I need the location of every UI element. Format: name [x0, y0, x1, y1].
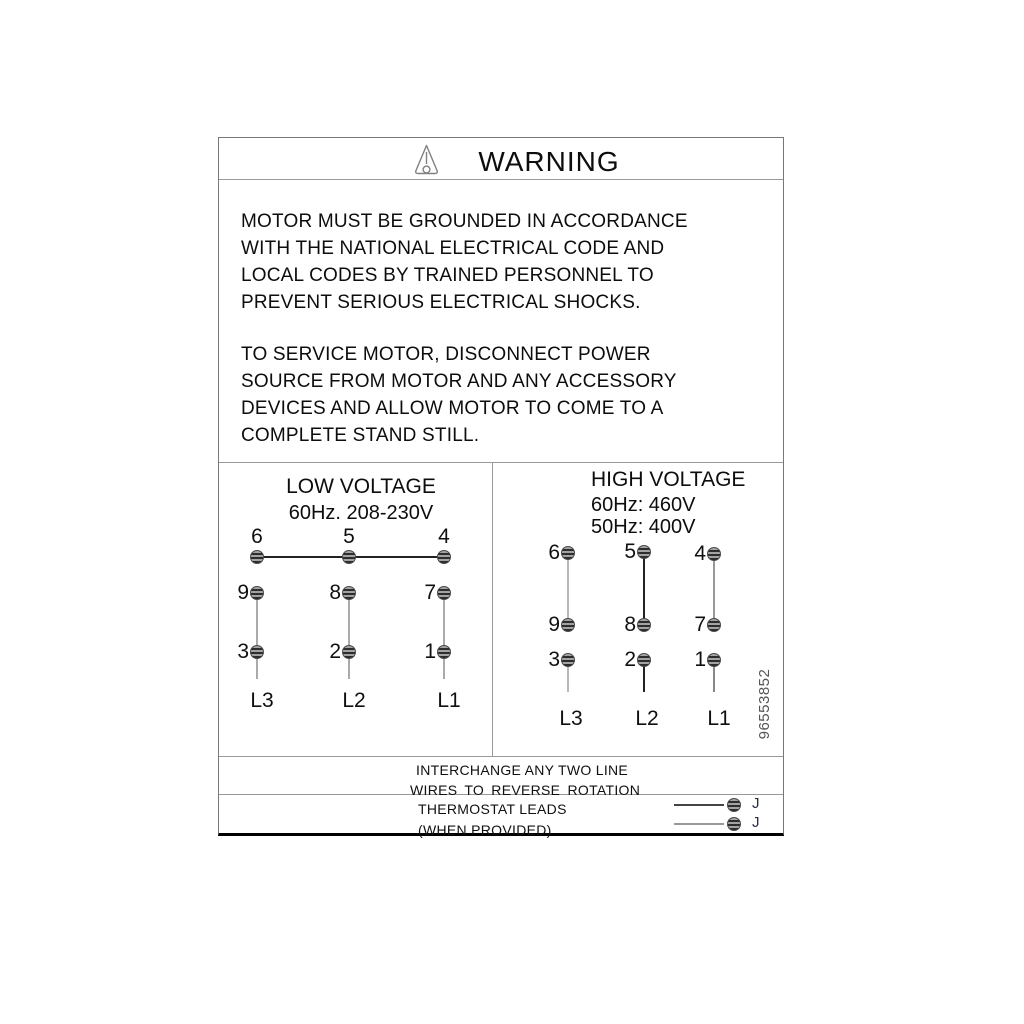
terminal-dot-icon	[342, 586, 356, 600]
warning-text-line: SOURCE FROM MOTOR AND ANY ACCESSORY	[241, 371, 677, 392]
terminal-dot-icon	[437, 550, 451, 564]
terminal-dot-icon	[561, 653, 575, 667]
warning-text-line: TO SERVICE MOTOR, DISCONNECT POWER	[241, 344, 651, 365]
terminal-dot-icon	[707, 547, 721, 561]
thermostat-lead-wire-2	[674, 823, 724, 825]
high-voltage-subtitle-60hz: 60Hz: 460V	[591, 494, 696, 516]
rotation-note-line-1: INTERCHANGE ANY TWO LINE	[416, 762, 629, 778]
lv-line-label-L2: L2	[342, 689, 366, 712]
warning-text-line: PREVENT SERIOUS ELECTRICAL SHOCKS.	[241, 292, 641, 313]
terminal-number: 9	[548, 613, 560, 636]
terminal-dot-icon	[727, 817, 741, 831]
hv-line-label-L3: L3	[559, 707, 583, 730]
warning-text-line: WITH THE NATIONAL ELECTRICAL CODE AND	[241, 238, 665, 259]
terminal-number: 6	[251, 525, 263, 548]
terminal-number: 4	[438, 525, 450, 548]
divider-line	[219, 462, 783, 463]
terminal-number: 1	[694, 648, 706, 671]
terminal-number: 8	[624, 613, 636, 636]
warning-text-line: DEVICES AND ALLOW MOTOR TO COME TO A	[241, 398, 664, 419]
hv-wire-5-8	[643, 553, 645, 625]
thermostat-note-line-1: THERMOSTAT LEADS	[418, 801, 567, 817]
terminal-number: 9	[237, 581, 249, 604]
terminal-dot-icon	[637, 618, 651, 632]
warning-text-line: COMPLETE STAND STILL.	[241, 425, 480, 446]
terminal-number: 3	[548, 648, 560, 671]
terminal-dot-icon	[250, 645, 264, 659]
terminal-number: 3	[237, 640, 249, 663]
terminal-dot-icon	[727, 798, 741, 812]
terminal-dot-icon	[561, 618, 575, 632]
terminal-number: 6	[548, 541, 560, 564]
lv-wire-7-1-L1	[443, 593, 445, 679]
high-voltage-subtitle-50hz: 50Hz: 400V	[591, 516, 696, 538]
warning-paragraph-2	[241, 341, 677, 449]
hv-wire-4-7	[713, 553, 715, 625]
warning-paragraph-1	[241, 208, 688, 316]
lv-line-label-L3: L3	[250, 689, 274, 712]
terminal-number: 7	[424, 581, 436, 604]
hv-line-label-L2: L2	[635, 707, 659, 730]
warning-text-line: MOTOR MUST BE GROUNDED IN ACCORDANCE	[241, 211, 688, 232]
terminal-number: 7	[694, 613, 706, 636]
thermostat-lead-label-2: J	[752, 814, 760, 831]
thermostat-note-line-2: (WHEN PROVIDED)	[418, 822, 552, 838]
terminal-dot-icon	[637, 545, 651, 559]
terminal-number: 5	[624, 540, 636, 563]
terminal-dot-icon	[342, 550, 356, 564]
warning-title: WARNING	[478, 146, 620, 177]
part-number: 96553852	[756, 668, 773, 740]
terminal-number: 2	[329, 640, 341, 663]
divider-line	[219, 756, 783, 757]
terminal-number: 2	[624, 648, 636, 671]
lv-line-label-L1: L1	[437, 689, 461, 712]
terminal-dot-icon	[342, 645, 356, 659]
terminal-number: 5	[343, 525, 355, 548]
terminal-dot-icon	[707, 653, 721, 667]
rotation-note-line-2: WIRES TO REVERSE ROTATION	[410, 782, 641, 798]
terminal-dot-icon	[250, 550, 264, 564]
low-voltage-subtitle: 60Hz. 208-230V	[288, 502, 434, 524]
warning-triangle-icon	[413, 143, 440, 176]
motor-warning-label	[218, 137, 784, 836]
hv-wire-6-9	[567, 553, 569, 625]
hv-line-label-L1: L1	[707, 707, 731, 730]
warning-text-line: LOCAL CODES BY TRAINED PERSONNEL TO	[241, 265, 654, 286]
high-voltage-title: HIGH VOLTAGE	[591, 468, 746, 491]
terminal-number: 8	[329, 581, 341, 604]
divider-line	[492, 462, 493, 756]
lv-wire-9-3-L3	[256, 593, 258, 679]
terminal-dot-icon	[637, 653, 651, 667]
terminal-number: 1	[424, 640, 436, 663]
terminal-dot-icon	[561, 546, 575, 560]
thermostat-lead-wire-1	[674, 804, 724, 806]
warning-header	[219, 138, 783, 180]
terminal-dot-icon	[437, 645, 451, 659]
terminal-dot-icon	[250, 586, 264, 600]
terminal-number: 4	[694, 542, 706, 565]
low-voltage-title: LOW VOLTAGE	[286, 475, 436, 498]
lv-wire-8-2-L2	[348, 593, 350, 679]
terminal-dot-icon	[437, 586, 451, 600]
terminal-dot-icon	[707, 618, 721, 632]
thermostat-lead-label-1: J	[752, 795, 760, 812]
